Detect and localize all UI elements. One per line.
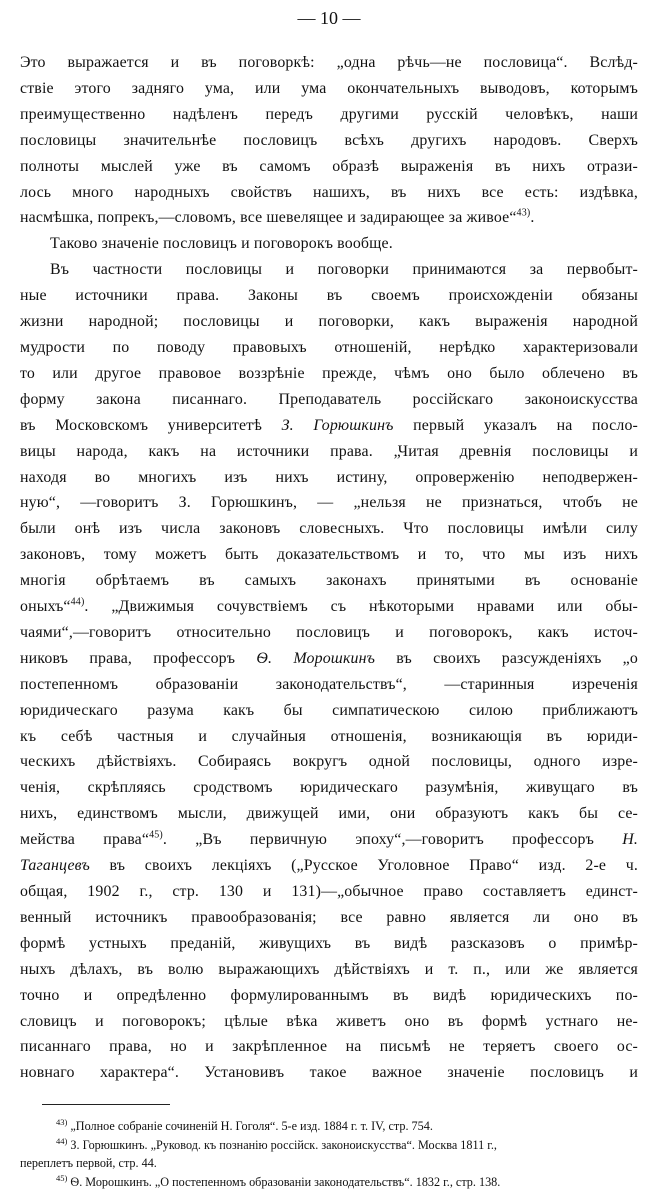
footnote-44 — [20, 1136, 638, 1173]
text-line: венный источникъ правообразованія; все равно является ли оно въ — [20, 908, 638, 926]
text-line: общая, 1902 г., стр. 130 и 131)—„обычное право составляетъ единст- — [20, 883, 638, 900]
footnote-line — [20, 1173, 638, 1191]
text-line: формѣ устныхъ преданій, живущихъ въ видѣ разсказовъ о примѣр- — [20, 934, 638, 952]
text-run: въ Московскомъ университетѣ — [20, 416, 282, 434]
text-line: Таково значеніе пословицъ и поговорокъ вообще. — [50, 235, 393, 253]
text-line: жизни народной; пословицы и поговорки, какъ выраженія народной — [20, 313, 638, 331]
text-run: . — [530, 209, 535, 227]
text-line: мудрости по поводу правовыхъ отношеній, нерѣдко характеризовали — [20, 338, 638, 356]
footnote-ref-44: 44) — [70, 596, 85, 608]
text-line: лось много народныхъ свойствъ нашихъ, въ нихъ все есть: издѣвка, — [20, 183, 638, 201]
author-name: З. Горюшкинъ — [281, 416, 394, 434]
paragraph-3 — [20, 257, 638, 1086]
text-run: въ своихъ лекціяхъ („Русское Уголовное Право“ изд. 2-е ч. — [89, 857, 638, 875]
paragraph-2 — [20, 231, 638, 257]
footnote-line — [20, 1136, 638, 1155]
text-line: юридическаго разума какъ бы симпатическою силою приближаютъ — [20, 701, 638, 719]
text-line: преимущественно надѣленъ передъ другими русскій человѣкъ, наши — [20, 105, 638, 123]
footnote-mark: 43) — [56, 1117, 68, 1128]
text-run: оныхъ“ — [20, 598, 71, 616]
text-run: первый указалъ на посло- — [393, 416, 638, 434]
text-line: многія обрѣтаемъ въ самыхъ законахъ принятыми въ основаніе — [20, 572, 638, 590]
text-line: ческихъ дѣйствіяхъ. Собираясь вокругъ одной пословицы, одного изре- — [20, 753, 638, 771]
text-line: нихъ, единствомъ мысли, движущей ими, они образуютъ какъ бы се- — [20, 805, 638, 823]
footnote-ref-45: 45) — [149, 829, 163, 841]
text-line: ные источники права. Законы въ своемъ происхожденіи обязаны — [20, 287, 638, 305]
text-line: пословицы значительнѣе пословицъ всѣхъ другихъ народовъ. Сверхъ — [20, 131, 638, 149]
footnote-45 — [20, 1173, 638, 1191]
text-run: въ своихъ разсужденіяхъ „о — [375, 649, 638, 667]
text-line: находя во многихъ изъ нихъ истину, опроверженію неподвержен- — [20, 468, 638, 486]
footnote-ref-43: 43) — [516, 208, 531, 220]
footnote-text: Ѳ. Морошкинъ. „О постепенномъ образованіи законодательствъ“. 1832 г., стр. 138. — [70, 1174, 501, 1189]
paragraph-1 — [20, 50, 638, 231]
text-line: новнаго характера“. Установивъ такое важное значеніе пословицъ и — [20, 1064, 638, 1082]
text-line: точно и опредѣленно формулированнымъ въ видѣ юридическихъ по- — [20, 986, 638, 1004]
text-line — [20, 853, 638, 879]
text-line: полноты мыслей уже въ самомъ образѣ выраженія въ нихъ отрази- — [20, 157, 638, 175]
text-line — [20, 827, 638, 853]
text-line — [20, 413, 638, 439]
text-line: форму закона писаннаго. Преподаватель россійскаго законоискусства — [20, 390, 638, 408]
footnote-divider — [42, 1104, 170, 1105]
footnote-43 — [20, 1117, 638, 1136]
footnote-mark: 44) — [56, 1135, 68, 1146]
text-line: чаями“,—говоритъ относительно пословицъ и поговорокъ, какъ источ- — [20, 623, 638, 641]
text-line: ствіе этого задняго ума, или ума окончательныхъ выводовъ, которымъ — [20, 79, 638, 97]
text-line: ныхъ дѣлахъ, въ волю выражающихъ дѣйствіяхъ и т. п., или же является — [20, 960, 638, 978]
text-line: ченія, скрѣпляясь сродствомъ юридическаго разумѣнія, живущаго въ — [20, 779, 638, 797]
text-line: ную“, —говоритъ З. Горюшкинъ, — „нельзя не признаться, чтобъ не — [20, 494, 638, 512]
text-line — [20, 594, 638, 620]
author-name: Н. — [622, 831, 638, 849]
body-text — [20, 50, 638, 1086]
text-line: то или другое правовое воззрѣніе прежде, чѣмъ оно было облечено въ — [20, 364, 638, 382]
text-run: . „Въ первичную эпоху“,—говоритъ профессоръ — [162, 831, 623, 849]
page-number: — 10 — — [297, 8, 361, 28]
text-run: никовъ права, профессоръ — [20, 649, 257, 667]
text-line: вицы народа, какъ на источники права. „Читая древнія пословицы и — [20, 442, 638, 460]
text-line: постепенномъ образованіи законодательствъ“, —старинныя изреченія — [20, 675, 638, 693]
text-run: мейства права“ — [20, 831, 150, 849]
text-line: Въ частности пословицы и поговорки принимаются за первобыт- — [50, 261, 638, 279]
text-line — [20, 205, 638, 231]
text-line: были онѣ изъ числа законовъ словесныхъ. Что пословицы имѣли силу — [20, 520, 638, 538]
footnote-text: З. Горюшкинъ. „Руковод. къ познанію россійск. законоискусства“. Москва 1811 г., — [70, 1137, 497, 1152]
text-line: писаннаго права, но и закрѣпленное на письмѣ не теряетъ своего ос- — [20, 1038, 638, 1056]
text-line: законовъ, тому можетъ быть доказательствомъ и то, что мы изъ нихъ — [20, 546, 638, 564]
author-name: Таганцевъ — [20, 857, 90, 875]
footnotes — [20, 1117, 638, 1191]
footnote-line — [20, 1117, 638, 1136]
text-line: къ себѣ частныя и случайныя отношенія, возникающія въ юриди- — [20, 727, 638, 745]
text-line — [20, 646, 638, 672]
text-line: словицъ и поговорокъ; цѣлые вѣка живетъ оно въ формѣ устнаго не- — [20, 1012, 638, 1030]
footnote-text: „Полное собраніе сочиненій Н. Гоголя“. 5-е изд. 1884 г. т. IV, стр. 754. — [70, 1119, 433, 1134]
text-run: . „Движимыя сочувствіемъ съ нѣкоторыми нравами или обы- — [84, 598, 638, 616]
footnote-mark: 45) — [56, 1172, 68, 1183]
footnote-line: переплетъ первой, стр. 44. — [20, 1156, 157, 1171]
text-run: насмѣшка, попрекъ,—словомъ, все шевелящее и задирающее за живое“ — [20, 209, 517, 227]
text-line: Это выражается и въ поговоркѣ: „одна рѣчь—не пословица“. Вслѣд- — [20, 54, 638, 71]
author-name: Ѳ. Морошкинъ — [256, 649, 376, 667]
